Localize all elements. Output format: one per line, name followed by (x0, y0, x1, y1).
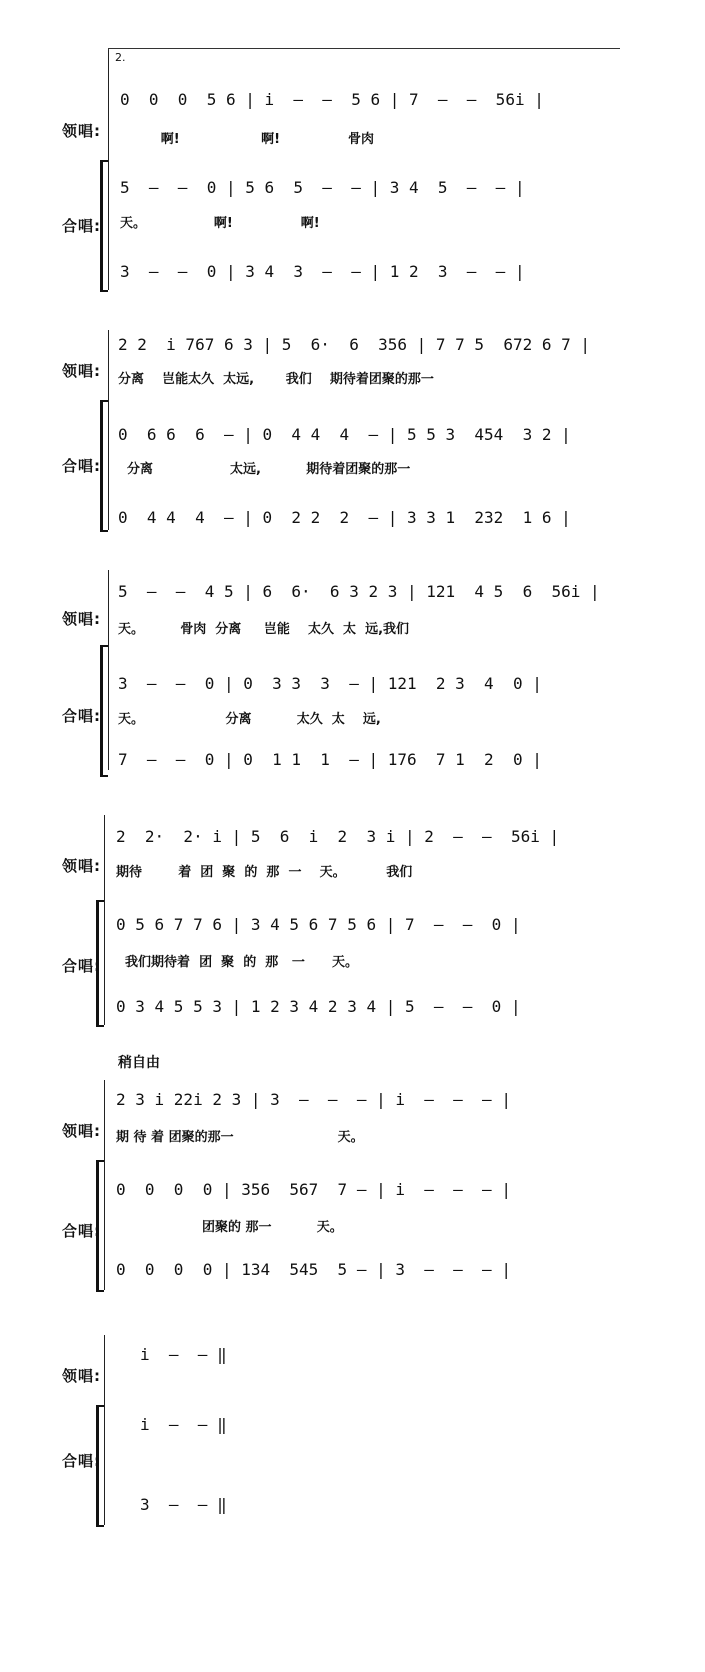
lead-notes: 0 0 0 5 6 | i – – 5 6 | 7 – – 56i | (120, 90, 544, 109)
part-label-lead: 领唱: (62, 362, 101, 380)
lead-lyrics: 期 待 着 团聚的那一 天。 (116, 1130, 364, 1145)
part-label-chorus: 合唱: (62, 217, 101, 235)
lead-notes: 5 – – 4 5 | 6 6· 6 3 2 3 | 121 4 5 6 56i | (118, 582, 600, 601)
chorus-lower-notes: 0 4 4 4 – | 0 2 2 2 – | 3 3 1 232 1 6 | (118, 508, 571, 527)
system-left-line (104, 815, 105, 1025)
chorus-upper-notes: 5 – – 0 | 5 6 5 – – | 3 4 5 – – | (120, 178, 525, 197)
system-left-line (108, 330, 109, 530)
chorus-upper-notes: 0 0 0 0 | 356 567 7 – | i – – – | (116, 1180, 511, 1199)
system-left-line (104, 1335, 105, 1525)
system-4 (0, 815, 705, 1035)
part-label-lead: 领唱: (62, 610, 101, 628)
chorus-lower-notes: 0 0 0 0 | 134 545 5 – | 3 – – – | (116, 1260, 511, 1279)
chorus-upper-notes: 0 5 6 7 7 6 | 3 4 5 6 7 5 6 | 7 – – 0 | (116, 915, 521, 934)
chorus-lyrics: 分离 太远, 期待着团聚的那一 (118, 462, 411, 477)
part-label-chorus: 合唱: (62, 707, 101, 725)
system-2 (0, 330, 705, 550)
chorus-lyrics: 天。 啊! 啊! (120, 216, 320, 231)
chorus-brace (100, 400, 107, 530)
part-label-lead: 领唱: (62, 1122, 101, 1140)
part-label-lead: 领唱: (62, 1367, 101, 1385)
system-5 (0, 1050, 705, 1310)
part-label-chorus: 合唱: (62, 957, 101, 975)
part-label-chorus: 合唱: (62, 1452, 101, 1470)
lead-lyrics: 分离 岂能太久 太远, 我们 期待着团聚的那一 (118, 372, 434, 387)
part-label-chorus: 合唱: (62, 457, 101, 475)
system-left-line (104, 1080, 105, 1290)
chorus-lyrics: 我们期待着 团 聚 的 那 一 天。 (116, 955, 358, 970)
system-1 (0, 40, 705, 300)
chorus-lyrics: 天。 分离 太久 太 远, (118, 712, 381, 727)
chorus-lower-notes: 3 – – 0 | 3 4 3 – – | 1 2 3 – – | (120, 262, 525, 281)
chorus-upper-notes: 0 6 6 6 – | 0 4 4 4 – | 5 5 3 454 3 2 | (118, 425, 571, 444)
lead-lyrics: 啊! 啊! 骨肉 (120, 132, 374, 147)
part-label-lead: 领唱: (62, 122, 101, 140)
lead-lyrics: 天。 骨肉 分离 岂能 太久 太 远,我们 (118, 622, 410, 637)
lead-notes: i – – ‖ (140, 1345, 227, 1364)
lead-notes: 2 3 i 22i 2 3 | 3 – – – | i – – – | (116, 1090, 511, 1109)
chorus-lower-notes: 3 – – ‖ (140, 1495, 227, 1514)
part-label-chorus: 合唱: (62, 1222, 101, 1240)
lead-notes: 2 2· 2· i | 5 6 i 2 3 i | 2 – – 56i | (116, 827, 560, 846)
system-3 (0, 570, 705, 790)
system-left-line (108, 50, 109, 290)
chorus-upper-notes: 3 – – 0 | 0 3 3 3 – | 121 2 3 4 0 | (118, 674, 542, 693)
tempo-marking: 稍自由 (118, 1055, 160, 1071)
system-6 (0, 1325, 705, 1535)
lead-lyrics: 期待 着 团 聚 的 那 一 天。 我们 (116, 865, 413, 880)
lead-notes: 2 2 i 767 6 3 | 5 6· 6 356 | 7 7 5 672 6 7 | (118, 335, 591, 354)
chorus-lower-notes: 0 3 4 5 5 3 | 1 2 3 4 2 3 4 | 5 – – 0 | (116, 997, 521, 1016)
chorus-brace (100, 645, 107, 775)
chorus-lyrics: 团聚的 那一 天。 (116, 1220, 343, 1235)
chorus-lower-notes: 7 – – 0 | 0 1 1 1 – | 176 7 1 2 0 | (118, 750, 542, 769)
chorus-brace (100, 160, 107, 290)
part-label-lead: 领唱: (62, 857, 101, 875)
system-left-line (108, 570, 109, 770)
chorus-upper-notes: i – – ‖ (140, 1415, 227, 1434)
volta-label: 2. (115, 51, 126, 64)
volta-bracket (108, 48, 620, 65)
